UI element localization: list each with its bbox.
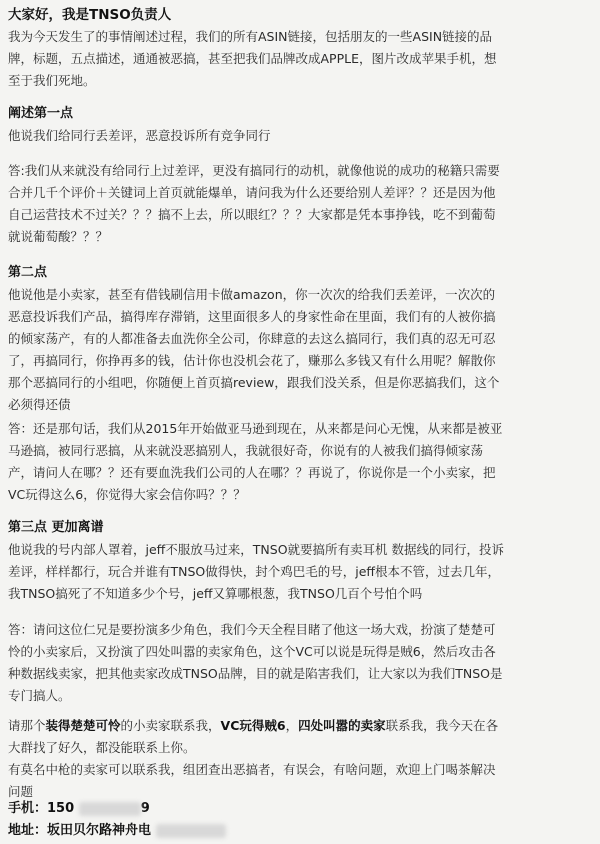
point2-answer: [8, 418, 592, 506]
text-line: 自己运营技术不过关？？？搞不上去，所以眼红？？？大家都是凭本事挣钱，吃不到葡萄: [8, 207, 496, 222]
appeal-paragraph: [8, 715, 592, 759]
point3-heading: 第三点 更加离谱: [8, 520, 104, 535]
text-line: 答:我们从来就没有给同行上过差评，更没有搞同行的动机，就像他说的成功的秘籍只需要: [8, 163, 500, 178]
phone-label: 手机：: [8, 801, 48, 816]
text-line: 那个恶搞同行的小组吧，你随便上首页搞review，跟我们没关系，但是你恶搞我们，这个: [8, 375, 500, 390]
text-line: 差评，样样都行，玩合并谁有TNSO做得快，封个鸡巴毛的号，jeff根本不管，过去几年，: [8, 564, 501, 579]
point2-heading: 第二点: [8, 265, 48, 280]
appeal-emphasis: 四处叫嚣的卖家: [298, 718, 386, 733]
text-line: 牌，标题，五点描述，通通被恶搞，甚至把我们品牌改成APPLE，图片改成苹果手机，想: [8, 51, 497, 66]
text-line: 必须得还债: [8, 397, 71, 412]
text-line: 他说他是小卖家，甚至有借钱刷信用卡做amazon，你一次次的给我们丢差评，一次次的: [8, 287, 496, 302]
phone-line: [8, 798, 592, 820]
text-line: 至于我们死地。: [8, 73, 96, 88]
point3-claim: [8, 539, 592, 605]
text-line: 大群找了好久，都没能联系上你。: [8, 740, 196, 755]
text-line: 了，再搞同行，你挣再多的钱，估计你也没机会花了，赚那么多钱又有什么用呢？解散你: [8, 353, 496, 368]
appeal-text: 请那个: [8, 718, 46, 733]
redacted-phone: [79, 802, 141, 816]
point2-claim: [8, 284, 592, 416]
appeal-emphasis: VC玩得贼6: [220, 718, 286, 733]
text-line: 他说我的号内部人罩着，jeff不服放马过来，TNSO就要搞所有卖耳机 数据线的同行，投诉: [8, 542, 505, 557]
phone-suffix: 9: [140, 801, 150, 816]
text-line: 专门搞人。: [8, 688, 71, 703]
text-line: 我为今天发生了的事情阐述过程，我们的所有ASIN链接，包括朋友的一些ASIN链接的品: [8, 29, 493, 44]
text-line: 有莫名中枪的卖家可以联系我，组团查出恶搞者，有误会，有啥问题，欢迎上门喝茶解决: [8, 762, 496, 777]
text-line: 他说我们给同行丢差评，恶意投诉所有竞争同行: [8, 128, 271, 143]
appeal-emphasis: 装得楚楚可怜: [45, 718, 121, 733]
document-title: 大家好，我是TNSO负责人: [8, 7, 172, 23]
appeal-text: 的小卖家联系我，: [120, 718, 221, 733]
text-line: 恶意投诉我们产品，搞得库存滞销，这里面很多人的身家性命在里面，我们有的人被你搞: [8, 309, 496, 324]
address-prefix: 坂田贝尔路神舟电: [47, 823, 152, 838]
text-line: VC玩得这么6，你觉得大家会信你吗？？？: [8, 487, 246, 502]
address-label: 地址：: [8, 823, 48, 838]
text-line: 怜的小卖家后，又扮演了四处叫嚣的卖家角色，这个VC可以说是玩得是贼6，然后攻击各: [8, 644, 496, 659]
point1-claim: [8, 125, 592, 147]
intro-paragraph: [8, 26, 592, 92]
text-line: 就说葡萄酸？？？: [8, 229, 109, 244]
text-line: 答：还是那句话，我们从2015年开始做亚马逊到现在，从来都是问心无愧，从来都是被亚: [8, 421, 503, 436]
text-line: [8, 715, 592, 737]
closing-paragraph: [8, 759, 592, 803]
point3-answer: [8, 619, 592, 707]
text-line: 答：请问这位仁兄是要扮演多少角色，我们今天全程目睹了他这一场大戏，扮演了楚楚可: [8, 622, 496, 637]
phone-prefix: 150: [47, 801, 75, 816]
redacted-address: [156, 824, 226, 838]
text-line: 的倾家荡产，有的人都准备去血洗你全公司，你肆意的去这么搞同行，我们真的忍无可忍: [8, 331, 496, 346]
text-line: 问题: [8, 784, 34, 799]
address-line: [8, 820, 592, 842]
appeal-text: ，: [285, 718, 299, 733]
point1-heading: 阐述第一点: [8, 106, 74, 121]
text-line: 合并几千个评价＋关键词上首页就能爆单，请问我为什么还要给别人差评？？还是因为他: [8, 185, 496, 200]
text-line: 马逊搞，被同行恶搞，从来就没恶搞别人，我就很好奇，你说有的人被我们搞得倾家荡: [8, 443, 484, 458]
text-line: 种数据线卖家，把其他卖家改成TNSO品牌，目的就是陷害我们，让大家以为我们TNSO是: [8, 666, 503, 681]
point1-answer: [8, 160, 592, 248]
text-line: 产，请问人在哪？？还有要血洗我们公司的人在哪？？再说了，你说你是一个小卖家，把: [8, 465, 496, 480]
text-line: 我TNSO搞死了不知道多少个号，jeff又算哪根葱，我TNSO几百个号怕个吗: [8, 586, 423, 601]
appeal-text: 联系我，我今天在各: [385, 718, 499, 733]
